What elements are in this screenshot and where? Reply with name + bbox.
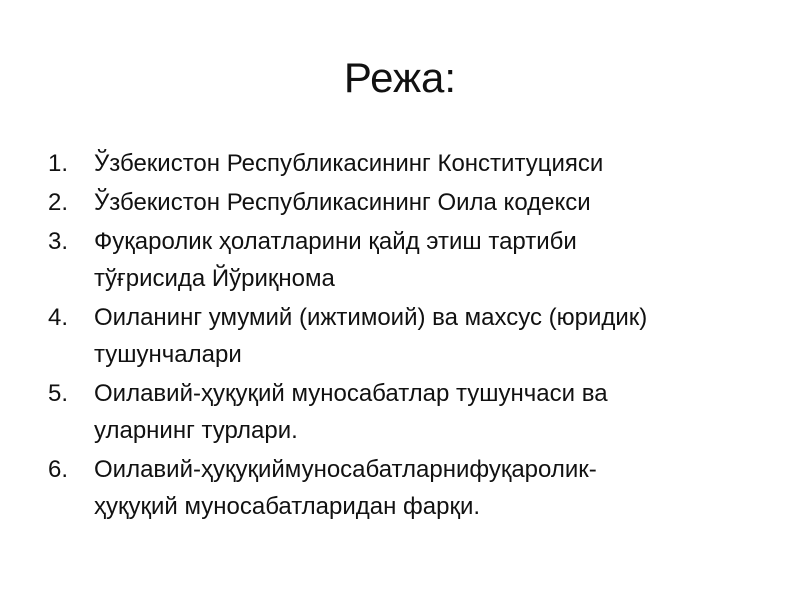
- item-line: Оиланинг умумий (ижтимоий) ва махсус (юридик): [94, 304, 648, 331]
- item-line: Оилавий-ҳуқуқиймуносабатларнифуқаролик-: [94, 456, 597, 483]
- item-line: уларнинг турлари.: [94, 417, 298, 444]
- list-item: [48, 451, 748, 525]
- slide-title: Режа:: [343, 54, 457, 101]
- item-line: тушунчалари: [94, 341, 242, 368]
- item-number: 4.: [48, 304, 69, 331]
- item-text: [94, 451, 748, 525]
- list-item: [48, 223, 748, 297]
- item-number: 3.: [48, 228, 69, 255]
- item-line: тўғрисида Йўриқнома: [94, 265, 335, 292]
- item-text: [94, 223, 748, 297]
- item-number: 5.: [48, 380, 69, 407]
- item-line: Оилавий-ҳуқуқий муносабатлар тушунчаси ва: [94, 380, 608, 407]
- list-item: [48, 375, 748, 449]
- item-number: 1.: [48, 150, 69, 177]
- item-text: [94, 145, 748, 182]
- plan-list: [48, 145, 748, 527]
- item-line: ҳуқуқий муносабатларидан фарқи.: [94, 493, 481, 520]
- item-line: Фуқаролик ҳолатларини қайд этиш тартиби: [94, 228, 577, 255]
- item-line: Ўзбекистон Республикасининг Оила кодекси: [94, 189, 591, 216]
- item-line: Ўзбекистон Республикасининг Конституцияси: [94, 150, 604, 177]
- list-item: [48, 184, 748, 221]
- item-number: 2.: [48, 189, 69, 216]
- item-number: 6.: [48, 456, 69, 483]
- list-item: [48, 145, 748, 182]
- item-text: [94, 375, 748, 449]
- item-text: [94, 299, 748, 373]
- list-item: [48, 299, 748, 373]
- item-text: [94, 184, 748, 221]
